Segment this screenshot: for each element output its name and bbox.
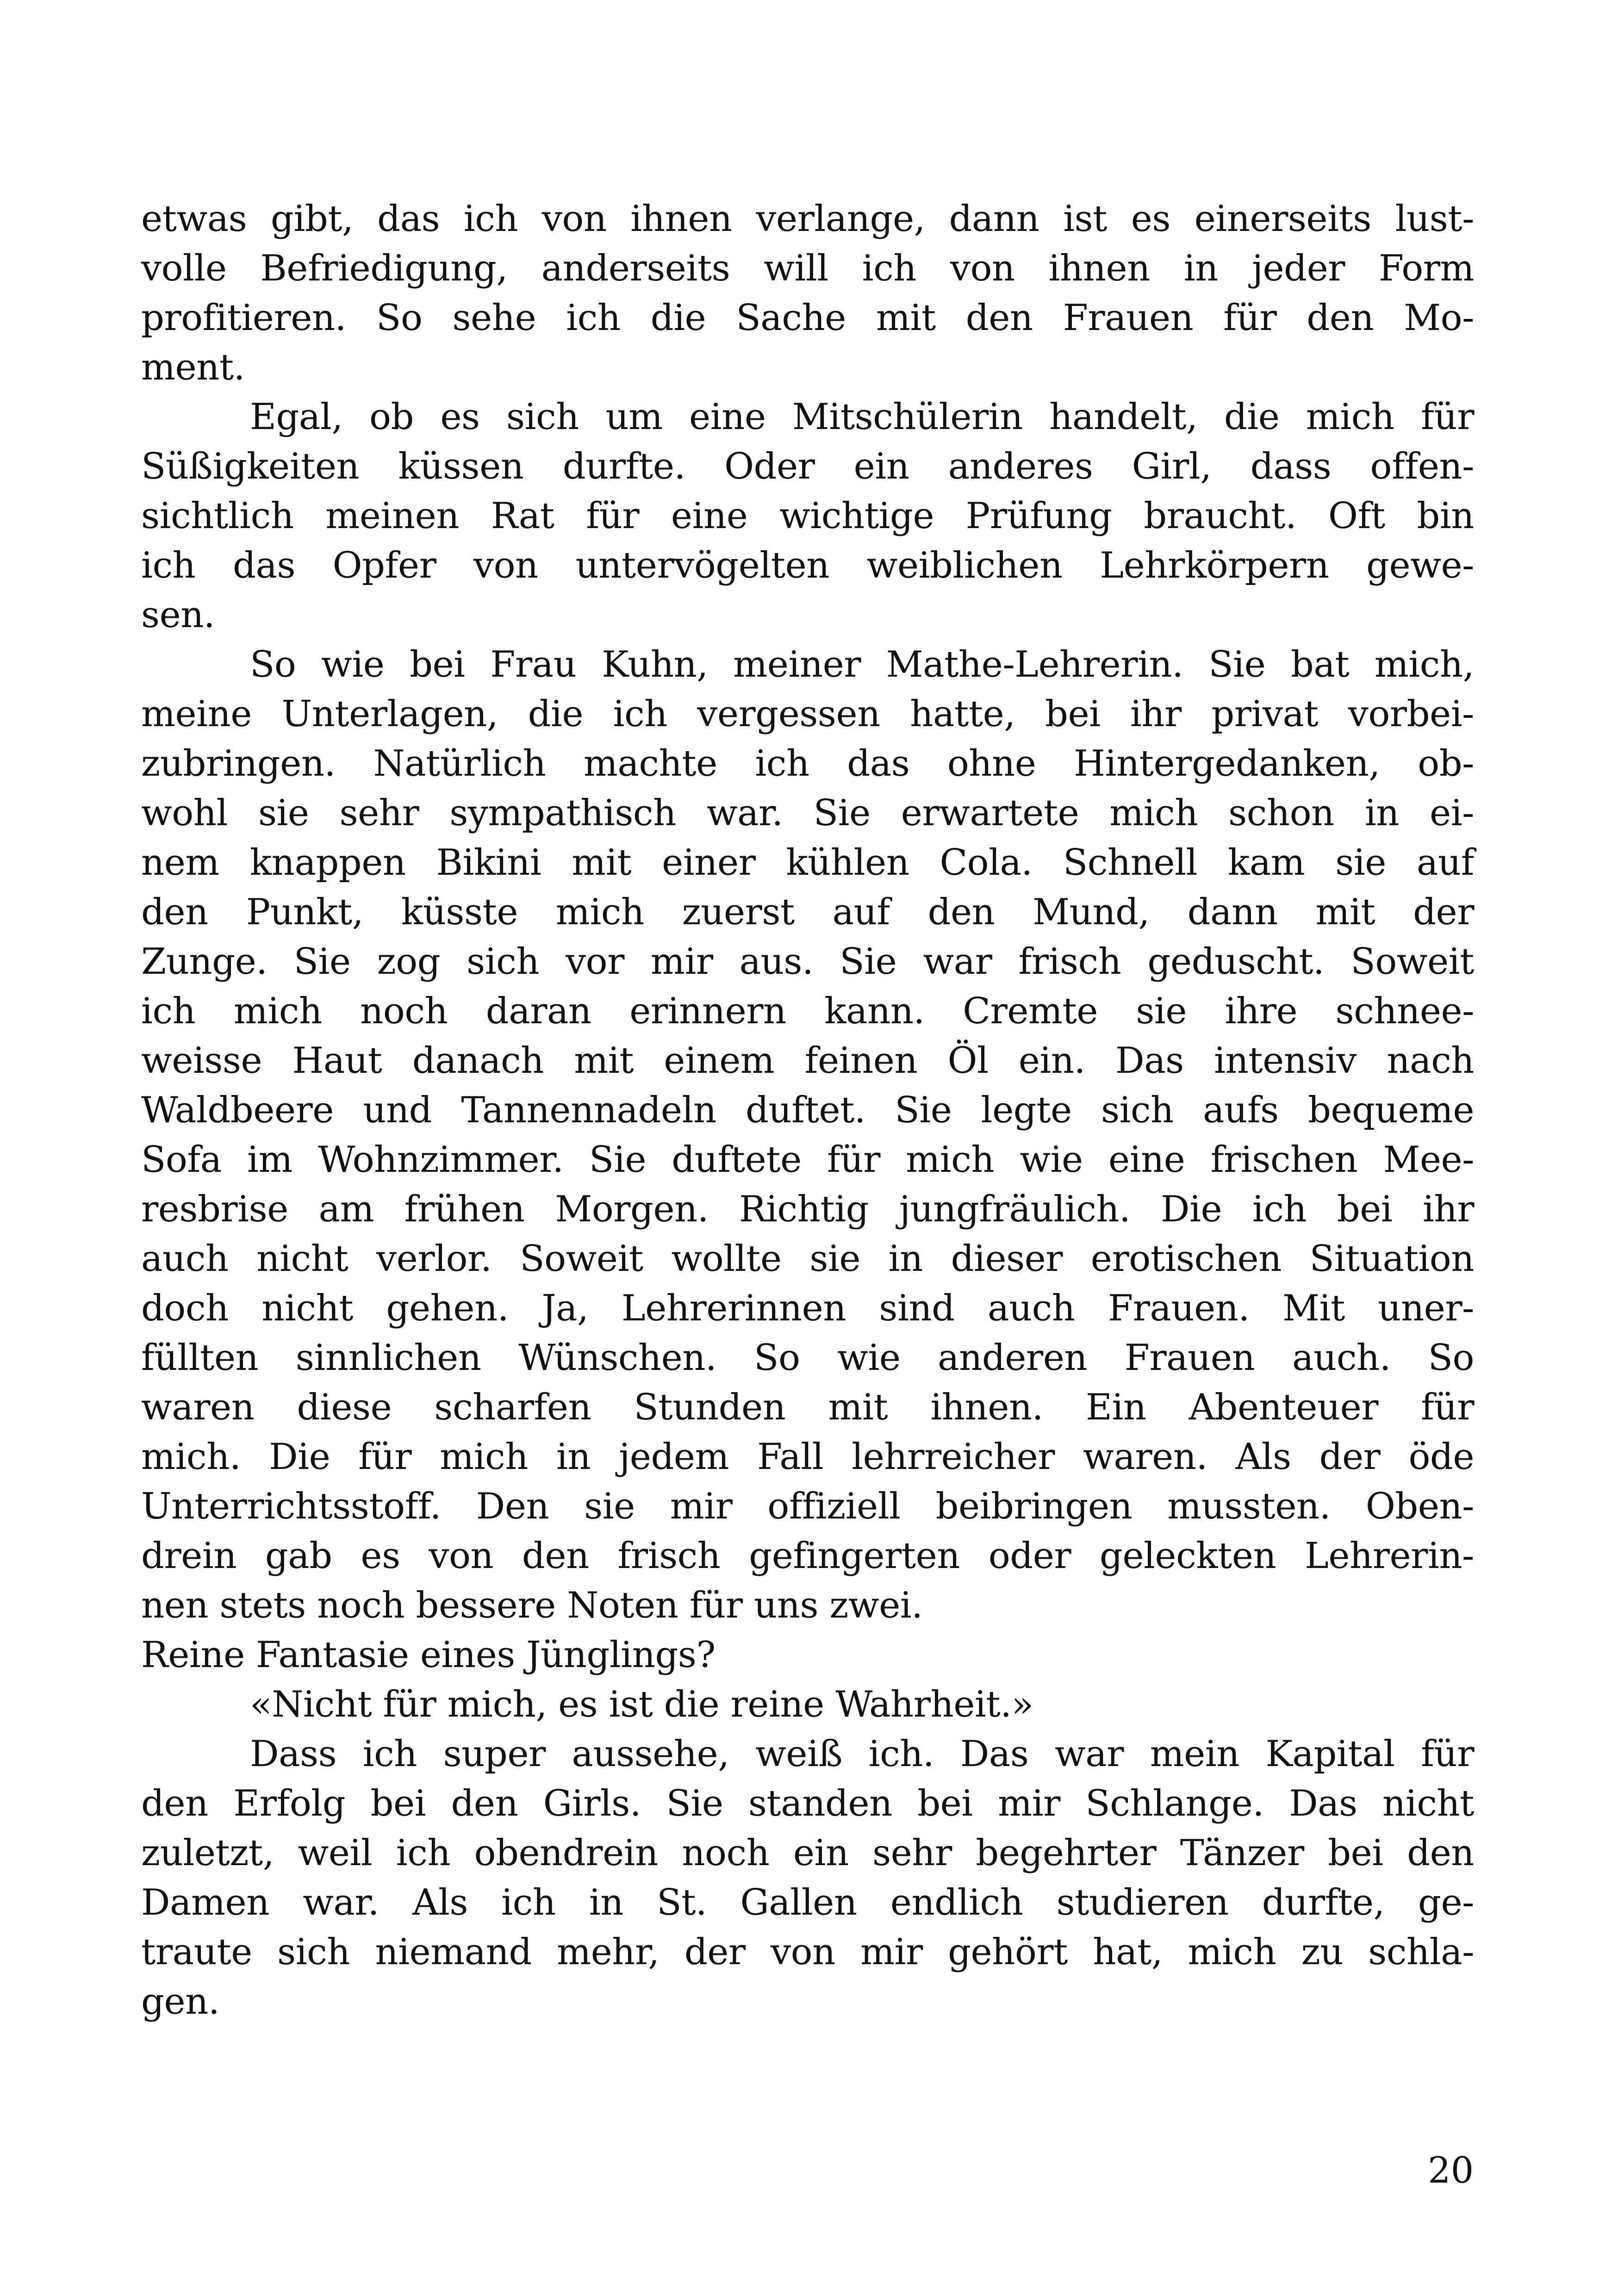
text-line: meine Unterlagen, die ich vergessen hatte, bei ihr privat vorbei- (141, 693, 1474, 735)
text-line: auch nicht verlor. Soweit wollte sie in dieser erotischen Situation (141, 1238, 1474, 1280)
text-line: «Nicht für mich, es ist die reine Wahrheit.» (250, 1684, 1033, 1725)
text-line: Egal, ob es sich um eine Mitschülerin handelt, die mich für (250, 396, 1474, 438)
paragraph-2 (141, 392, 1474, 640)
page-number: 20 (1428, 2150, 1474, 2191)
paragraph-3 (141, 640, 1474, 1630)
text-line: nen stets noch bessere Noten für uns zwei. (141, 1585, 923, 1626)
text-line: sen. (141, 594, 215, 636)
text-line: Unterrichtsstoff. Den sie mir offiziell beibringen mussten. Oben- (141, 1486, 1474, 1527)
text-line: Waldbeere und Tannennadeln duftet. Sie legte sich aufs bequeme (141, 1089, 1474, 1131)
text-line: volle Befriedigung, anderseits will ich von ihnen in jeder Form (141, 248, 1474, 289)
text-line: füllten sinnlichen Wünschen. So wie anderen Frauen auch. So (141, 1337, 1474, 1379)
text-line: nem knappen Bikini mit einer kühlen Cola. Schnell kam sie auf (141, 842, 1474, 884)
text-line: zubringen. Natürlich machte ich das ohne Hintergedanken, ob- (141, 743, 1474, 784)
text-line: ich mich noch daran erinnern kann. Cremte sie ihre schnee- (141, 990, 1474, 1032)
text-line: Zunge. Sie zog sich vor mir aus. Sie war frisch geduscht. Soweit (141, 941, 1474, 983)
text-line: doch nicht gehen. Ja, Lehrerinnen sind auch Frauen. Mit uner- (141, 1288, 1474, 1329)
text-line: profitieren. So sehe ich die Sache mit den Frauen für den Mo- (141, 297, 1474, 339)
text-line: ich das Opfer von untervögelten weiblichen Lehrkörpern gewe- (141, 545, 1474, 586)
text-line: ment. (141, 347, 245, 388)
text-line: So wie bei Frau Kuhn, meiner Mathe-Lehrerin. Sie bat mich, (250, 644, 1474, 685)
text-line: Sofa im Wohnzimmer. Sie duftete für mich wie eine frischen Mee- (141, 1139, 1474, 1181)
text-line: waren diese scharfen Stunden mit ihnen. Ein Abenteuer für (141, 1387, 1474, 1428)
text-line: drein gab es von den frisch gefingerten oder geleckten Lehrerin- (141, 1535, 1474, 1577)
text-line: gen. (141, 1981, 220, 2022)
text-line: den Punkt, küsste mich zuerst auf den Mund, dann mit der (141, 891, 1474, 933)
text-line: zuletzt, weil ich obendrein noch ein sehr begehrter Tänzer bei den (141, 1832, 1474, 1874)
paragraph-5 (141, 1680, 1474, 1730)
paragraph-4 (141, 1630, 1474, 1680)
paragraph-6 (141, 1730, 1474, 2027)
paragraph-1 (141, 194, 1474, 392)
text-line: Dass ich super aussehe, weiß ich. Das war mein Kapital für (250, 1733, 1474, 1775)
text-line: mich. Die für mich in jedem Fall lehrreicher waren. Als der öde (141, 1436, 1474, 1478)
text-line: den Erfolg bei den Girls. Sie standen bei mir Schlange. Das nicht (141, 1783, 1474, 1824)
text-line: Damen war. Als ich in St. Gallen endlich studieren durfte, ge- (141, 1882, 1474, 1923)
text-line: Reine Fantasie eines Jünglings? (141, 1634, 716, 1676)
text-line: Süßigkeiten küssen durfte. Oder ein anderes Girl, dass offen- (141, 446, 1474, 487)
text-line: weisse Haut danach mit einem feinen Öl ein. Das intensiv nach (141, 1040, 1474, 1082)
text-line: sichtlich meinen Rat für eine wichtige Prüfung braucht. Oft bin (141, 495, 1474, 537)
page-body (141, 194, 1474, 2027)
text-line: wohl sie sehr sympathisch war. Sie erwartete mich schon in ei- (141, 792, 1474, 834)
text-line: traute sich niemand mehr, der von mir gehört hat, mich zu schla- (141, 1931, 1474, 1973)
text-line: resbrise am frühen Morgen. Richtig jungfräulich. Die ich bei ihr (141, 1188, 1474, 1230)
text-line: etwas gibt, das ich von ihnen verlange, dann ist es einerseits lust- (141, 198, 1474, 240)
